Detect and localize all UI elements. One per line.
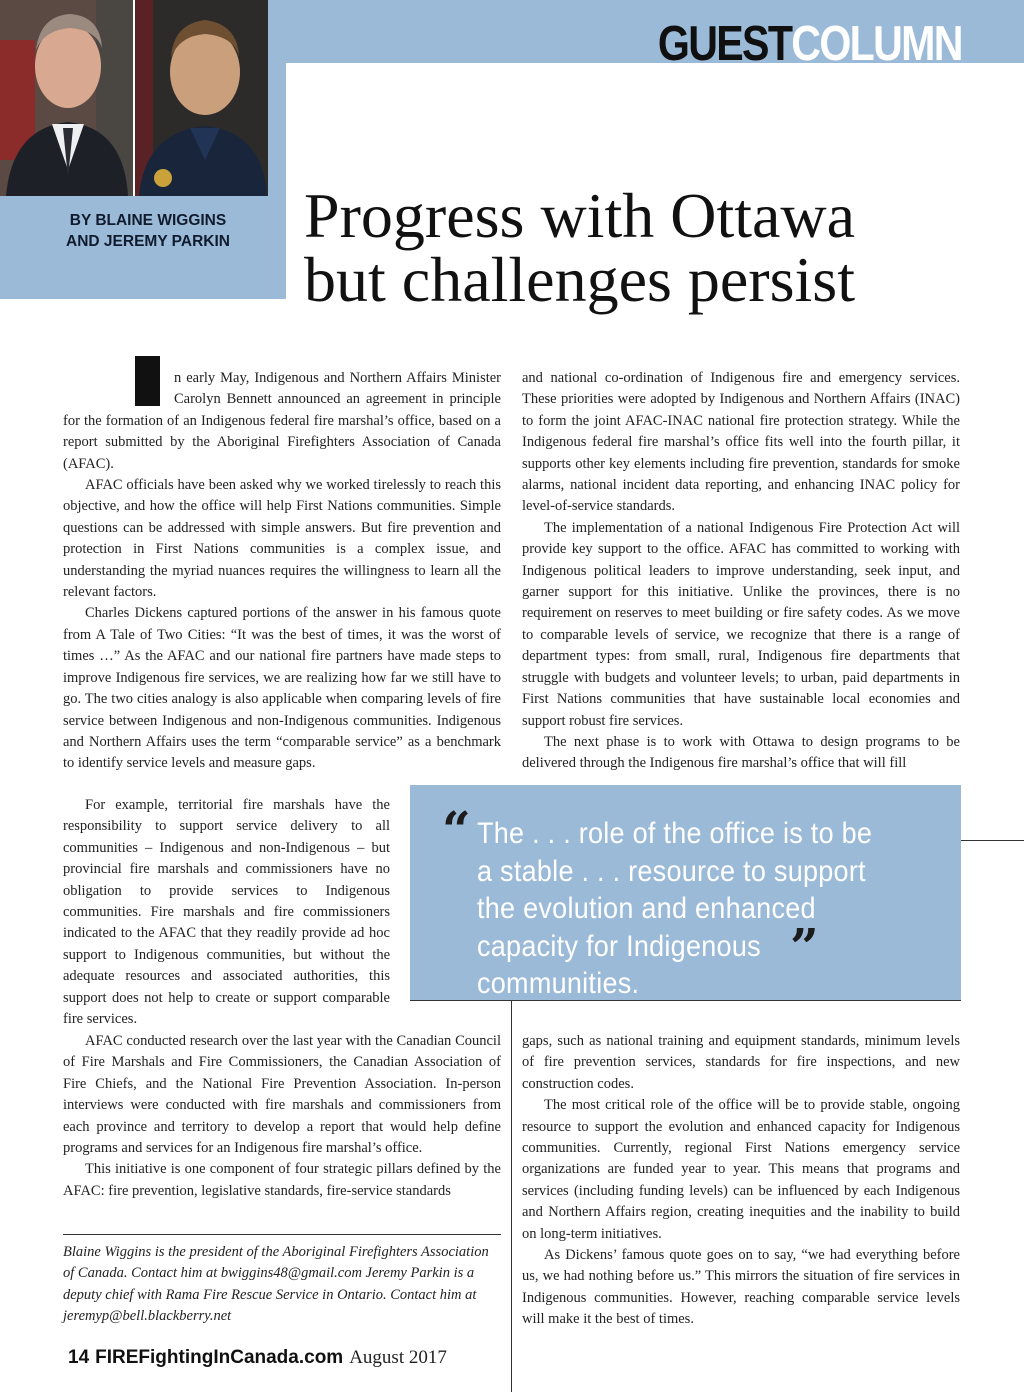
paragraph: AFAC officials have been asked why we worked tirelessly to reach this objective, and how the office will help First Nations communities. Simple questions can be addressed with simple answers. But fire prevention and protection in First Nations communities is a complex issue, and understanding the myriad nuances requires the willingness to learn all the relevant factors.: [63, 477, 501, 601]
kicker-column: COLUMN: [791, 17, 962, 71]
column-right-top: [522, 368, 960, 775]
page-footer: [68, 1346, 447, 1370]
paragraph: As Dickens’ famous quote goes on to say, “we had everything before us, we had nothing before us.” This mirrors the situation of fire services in Indigenous communities. However, reaching comparable service levels will make it the best of times.: [522, 1247, 960, 1328]
section-kicker: [658, 17, 962, 71]
drop-cap-i: [135, 356, 160, 406]
author-bio: Blaine Wiggins is the president of the Aboriginal Firefighters Association of Canada. Contact him at bwiggins48@gmail.com Jeremy Parkin is a deputy chief with Rama Fire Rescue Service in Ontario. Contact him at jeremyp@bell.blackberry.net: [63, 1244, 489, 1325]
paragraph: The next phase is to work with Ottawa to design programs to be delivered through the Indigenous fire marshal’s office that will fill: [522, 733, 960, 772]
kicker-guest: GUEST: [658, 17, 792, 71]
page-number: 14: [68, 1347, 90, 1368]
article-title: [304, 180, 856, 315]
paragraph: For example, territorial fire marshals have the responsibility to support service delivery to all communities – Indigenous and non-Indigenous – but provincial fire marshals and commissioners have no obligation to provide services to Indigenous communities. Fire marshals and fire commissioners indicated to the AFAC that they readily provide ad hoc support to Indigenous communities, but without the adequate resources and associated authorities, this support does not help to create or support comparable fire services.: [63, 797, 390, 1028]
title-line1: Progress with Ottawa: [304, 180, 856, 251]
paragraph: and national co-ordination of Indigenous fire and emergency services. These priorities were adopted by Indigenous and Northern Affairs (INAC) to form the joint AFAC-INAC national fire protection strategy. While the Indigenous federal fire marshal’s office fits well into the fourth pillar, it supports other key elements including fire prevention, standards for smoke alarms, national incident data reporting, and enhancing INAC policy for level-of-service standards.: [522, 370, 960, 515]
paragraph: Charles Dickens captured portions of the answer in his famous quote from A Tale of Two Cities: “It was the best of times, it was the worst of times …” As the AFAC and our national fire partners have made steps to improve Indigenous fire services, we are realizing how far we still have to go. The two cities analogy is also applicable when comparing levels of fire service between Indigenous and non-Indigenous communities. Indigenous and Northern Affairs uses the term “comparable service” as a benchmark to identify service levels and measure gaps.: [63, 605, 501, 772]
column-divider: [511, 1001, 512, 1392]
paragraph: [63, 368, 501, 475]
column-left-top: [63, 368, 501, 775]
title-line2: but challenges persist: [304, 244, 855, 315]
byline: [0, 210, 296, 252]
site-name: FIREFightingInCanada.com: [95, 1347, 344, 1368]
column-left-bottom: [63, 1031, 501, 1202]
paragraph: AFAC conducted research over the last year with the Canadian Council of Fire Marshals and Fire Commissioners, the Canadian Association of Fire Chiefs, and the National Fire Prevention Association. In-person interviews were conducted with fire marshals and commissioners from each province and territory to develop a report that would help define programs and services for an Indigenous fire marshal’s office.: [63, 1033, 501, 1157]
paragraph: The most critical role of the office will be to provide stable, ongoing resource to support the evolution and enhanced capacity for Indigenous communities. Currently, regional First Nations emergency service organizations are funded year to year. This means that programs and services (including funding levels) can be influenced by each Indigenous and Northern Affairs region, creating inequities and the inability to build on long-term initiatives.: [522, 1097, 960, 1242]
paragraph: This initiative is one component of four strategic pillars defined by the AFAC: fire prevention, legislative standards, fire-service standards: [63, 1161, 501, 1199]
column-right-bottom: [522, 1031, 960, 1331]
author-photo-wiggins: [0, 0, 133, 196]
bio-rule: [63, 1234, 501, 1235]
paragraph-text: n early May, Indigenous and Northern Affairs Minister Carolyn Bennett announced an agreement in principle for the formation of an Indigenous federal fire marshal’s office, based on a report submitted by the Aboriginal Firefighters Association of Canada (AFAC).: [63, 370, 501, 472]
margin-rule: [961, 840, 1024, 841]
issue-date: August 2017: [349, 1347, 447, 1368]
byline-line2: AND JEREMY PARKIN: [66, 233, 230, 250]
close-quote-icon: ”: [790, 917, 819, 976]
column-left-mid: [63, 795, 390, 1030]
author-photo-parkin: [135, 0, 268, 196]
byline-line1: BY BLAINE WIGGINS: [69, 212, 227, 229]
paragraph: gaps, such as national training and equipment standards, minimum levels of fire prevention services, standards for fire inspections, and new construction codes.: [522, 1033, 960, 1092]
pull-quote-text: The . . . role of the office is to be a stable . . . resource to support the evolution and enhanced capacity for Indigenous communities.: [477, 817, 873, 1000]
open-quote-icon: “: [442, 800, 471, 859]
paragraph: The implementation of a national Indigenous Fire Protection Act will provide key support to the office. AFAC has committed to working with Indigenous political leaders to improve understanding, seek input, and garner support for this initiative. Unlike the provinces, there is no requirement on reserves to meet building or fire safety codes. As we move to comparable levels of service, we recognize that there is a range of department types: from small, rural, Indigenous fire departments that struggle with budgets and volunteer levels; to urban, paid departments in First Nations communities that have sustainable local economies and support robust fire services.: [522, 519, 960, 729]
